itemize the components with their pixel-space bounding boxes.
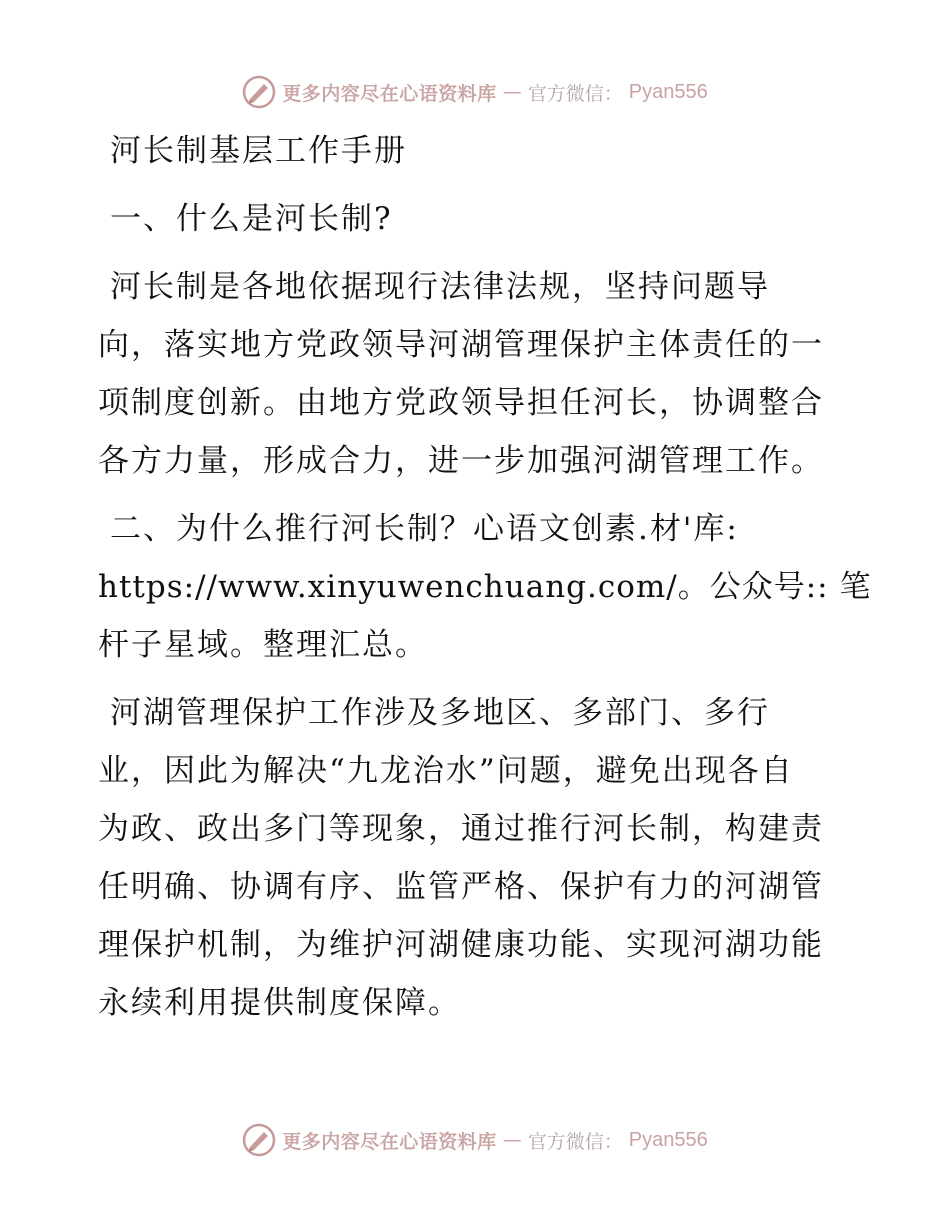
section1-heading: 一、什么是河长制?: [110, 201, 393, 237]
document-body: [98, 122, 872, 1032]
watermark-main-text: 更多内容尽在心语资料库: [282, 1130, 497, 1153]
section1-para-line: 各方力量，形成合力，进一步加强河湖管理工作。: [98, 443, 824, 479]
section2-para-line: 为政、政出多门等现象，通过推行河长制，构建责: [98, 811, 824, 847]
pen-logo-icon: [242, 75, 276, 109]
section2-para-line: 业，因此为解决“九龙治水”问题，避免出现各自: [98, 753, 794, 789]
footer-watermark: [0, 1120, 950, 1160]
section2-para-line: 理保护机制，为维护河湖健康功能、实现河湖功能: [98, 927, 824, 963]
section1-para-line: 河长制是各地依据现行法律法规，坚持问题导: [110, 269, 770, 305]
section1-para-line: 项制度创新。由地方党政领导担任河长，协调整合: [98, 385, 824, 421]
section2-heading-line: https://www.xinyuwenchuang.com/。公众号:: 笔: [98, 569, 872, 605]
section1-para-line: 向，落实地方党政领导河湖管理保护主体责任的一: [98, 327, 824, 363]
section2-heading-line: 杆子星域。整理汇总。: [98, 627, 428, 663]
section2-para-line: 任明确、协调有序、监管严格、保护有力的河湖管: [98, 869, 824, 905]
pen-logo-icon: [242, 1123, 276, 1157]
header-watermark: [0, 72, 950, 112]
section2-para-line: 永续利用提供制度保障。: [98, 985, 461, 1021]
watermark-wechat-id: Pyan556: [628, 1128, 708, 1151]
document-title: 河长制基层工作手册: [110, 133, 407, 169]
watermark-main-text: 更多内容尽在心语资料库: [282, 82, 497, 105]
watermark-sub-text: 官方微信：: [527, 1130, 623, 1153]
section2-para-line: 河湖管理保护工作涉及多地区、多部门、多行: [110, 695, 770, 731]
watermark-separator: —: [502, 1129, 522, 1151]
watermark-separator: —: [502, 81, 522, 103]
section2-heading-line: 二、为什么推行河长制？心语文创素.材'库:: [110, 511, 739, 547]
watermark-wechat-id: Pyan556: [628, 80, 708, 103]
watermark-sub-text: 官方微信：: [527, 82, 623, 105]
